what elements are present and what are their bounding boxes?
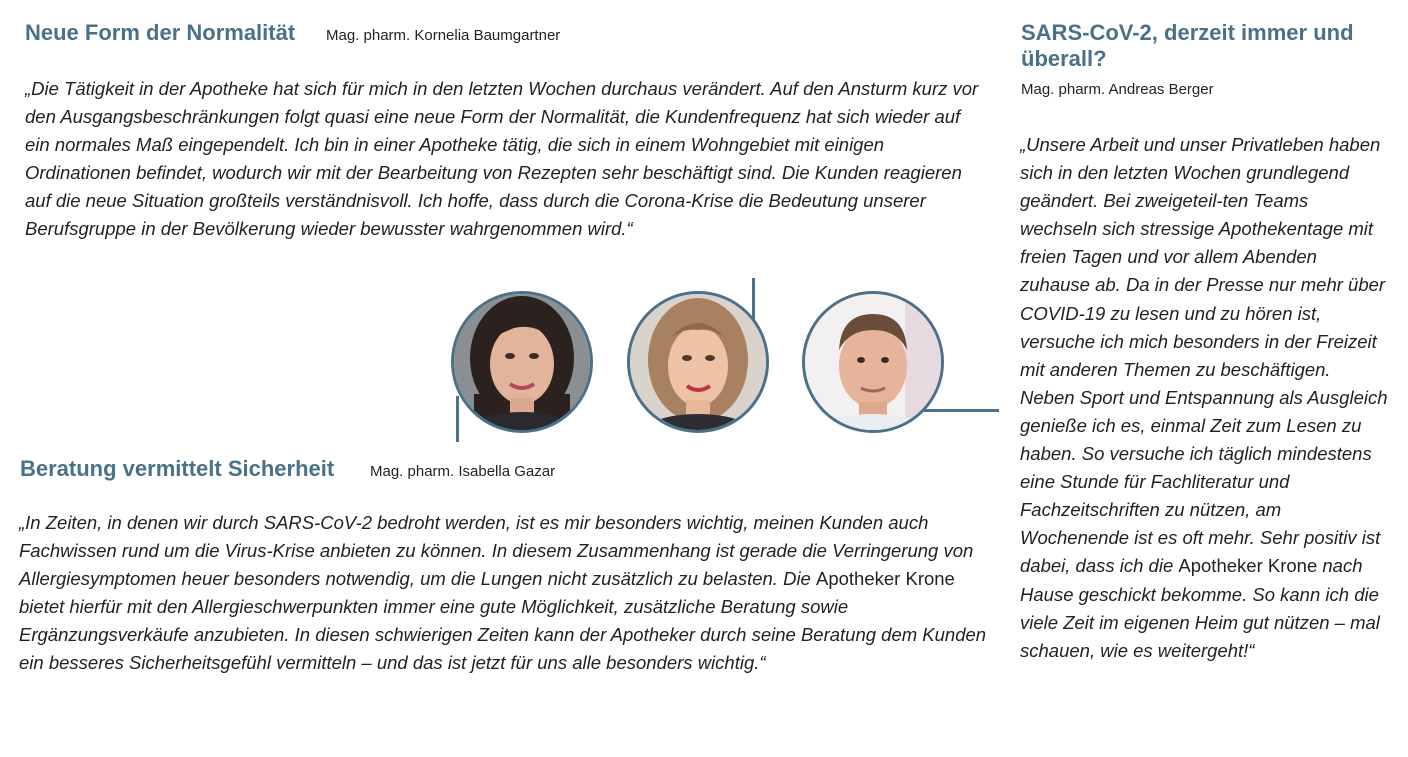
- article-heading-sars-cov-2: SARS-CoV-2, derzeit immer und überall?: [1021, 20, 1354, 71]
- brand-name: Apotheker Krone: [816, 568, 955, 589]
- article-quote-baumgartner: „Die Tätigkeit in der Apotheke hat sich für mich in den letzten Wochen durchaus verändert. Auf den Ansturm kurz vor den Ausgangsbeschränkungen folgt quasi eine neue Form der Normalität, die Kundenfrequenz hat sich wieder auf ein normales Maß eingependelt. Ich bin in einer Apotheke tätig, die sich in einem Wohngebiet mit einigen Ordinationen befindet, wodurch wir mit der Bearbeitung von Rezepten sehr beschäftigt sind. Die Kunden reagieren auf die neue Situation großteils verständnisvoll. Ich hoffe, dass durch die Corona-Krise die Bedeutung unserer Berufsgruppe in der Bevölkerung wieder bewusster wahrgenommen wird.“: [25, 78, 979, 239]
- article-quote-berger: [1020, 131, 1390, 665]
- article-author-gazar: Mag. pharm. Isabella Gazar: [370, 463, 556, 480]
- portrait-photo-woman-dark-hair: [451, 291, 593, 433]
- portrait-illustration: [630, 294, 766, 430]
- article-heading-normalitaet: Neue Form der Normalität: [25, 20, 296, 45]
- portrait-illustration: [805, 294, 941, 430]
- article-author-berger: Mag. pharm. Andreas Berger: [1021, 81, 1214, 98]
- portrait-illustration: [454, 294, 590, 430]
- article-heading-sicherheit: Beratung vermittelt Sicherheit: [20, 456, 335, 481]
- quote-text: „Unsere Arbeit und unser Privatleben haben sich in den letzten Wochen grundlegend geändert. Bei zweigeteil-ten Teams wechseln sich stressige Apothekentage mit freien Tagen und vor allem Abenden zuhause ab. Da in der Presse nur mehr über COVID-19 zu lesen und zu hören ist, versuche ich mich besonders in der Freizeit mit anderen Themen zu beschäftigen. Neben Sport und Entspannung als Ausgleich genieße ich es, einmal Zeit zum Lesen zu haben. So versuche ich täglich mindestens eine Stunde für Fachliteratur und Fachzeitschriften zu nützen, am Wochenende ist es oft mehr. Sehr positiv ist dabei, dass ich die: [1020, 134, 1388, 577]
- article-quote-gazar: [19, 509, 994, 677]
- brand-name: Apotheker Krone: [1178, 555, 1318, 577]
- portrait-photo-man: [802, 291, 944, 433]
- portrait-photo-woman-light-hair: [627, 291, 769, 433]
- connector-line-baumgartner: [752, 278, 755, 322]
- quote-text: nach Hause geschickt bekomme. So kann ich die viele Zeit im eigenen Heim gut nützen – mal schauen, wie es weitergeht!“: [1020, 555, 1380, 661]
- article-author-baumgartner: Mag. pharm. Kornelia Baumgartner: [326, 27, 561, 44]
- connector-line-berger: [916, 409, 999, 412]
- connector-line-gazar: [456, 396, 459, 442]
- quote-text: „In Zeiten, in denen wir durch SARS-CoV-2 bedroht werden, ist es mir besonders wichtig, meinen Kunden auch Fachwissen rund um die Virus-Krise anbieten zu können. In diesem Zusammenhang ist gerade die Verringerung von Allergiesymptomen heuer besonders notwendig, um die Lungen nicht zusätzlich zu belasten. Die: [19, 512, 974, 589]
- quote-text: bietet hierfür mit den Allergieschwerpunkten immer eine gute Möglichkeit, zusätzliche Beratung sowie Ergänzungsverkäufe anzubieten. In diesen schwierigen Zeiten kann der Apotheker durch seine Beratung dem Kunden ein besseres Sicherheitsgefühl vermitteln – und das ist jetzt für uns alle besonders wichtig.“: [19, 596, 987, 673]
